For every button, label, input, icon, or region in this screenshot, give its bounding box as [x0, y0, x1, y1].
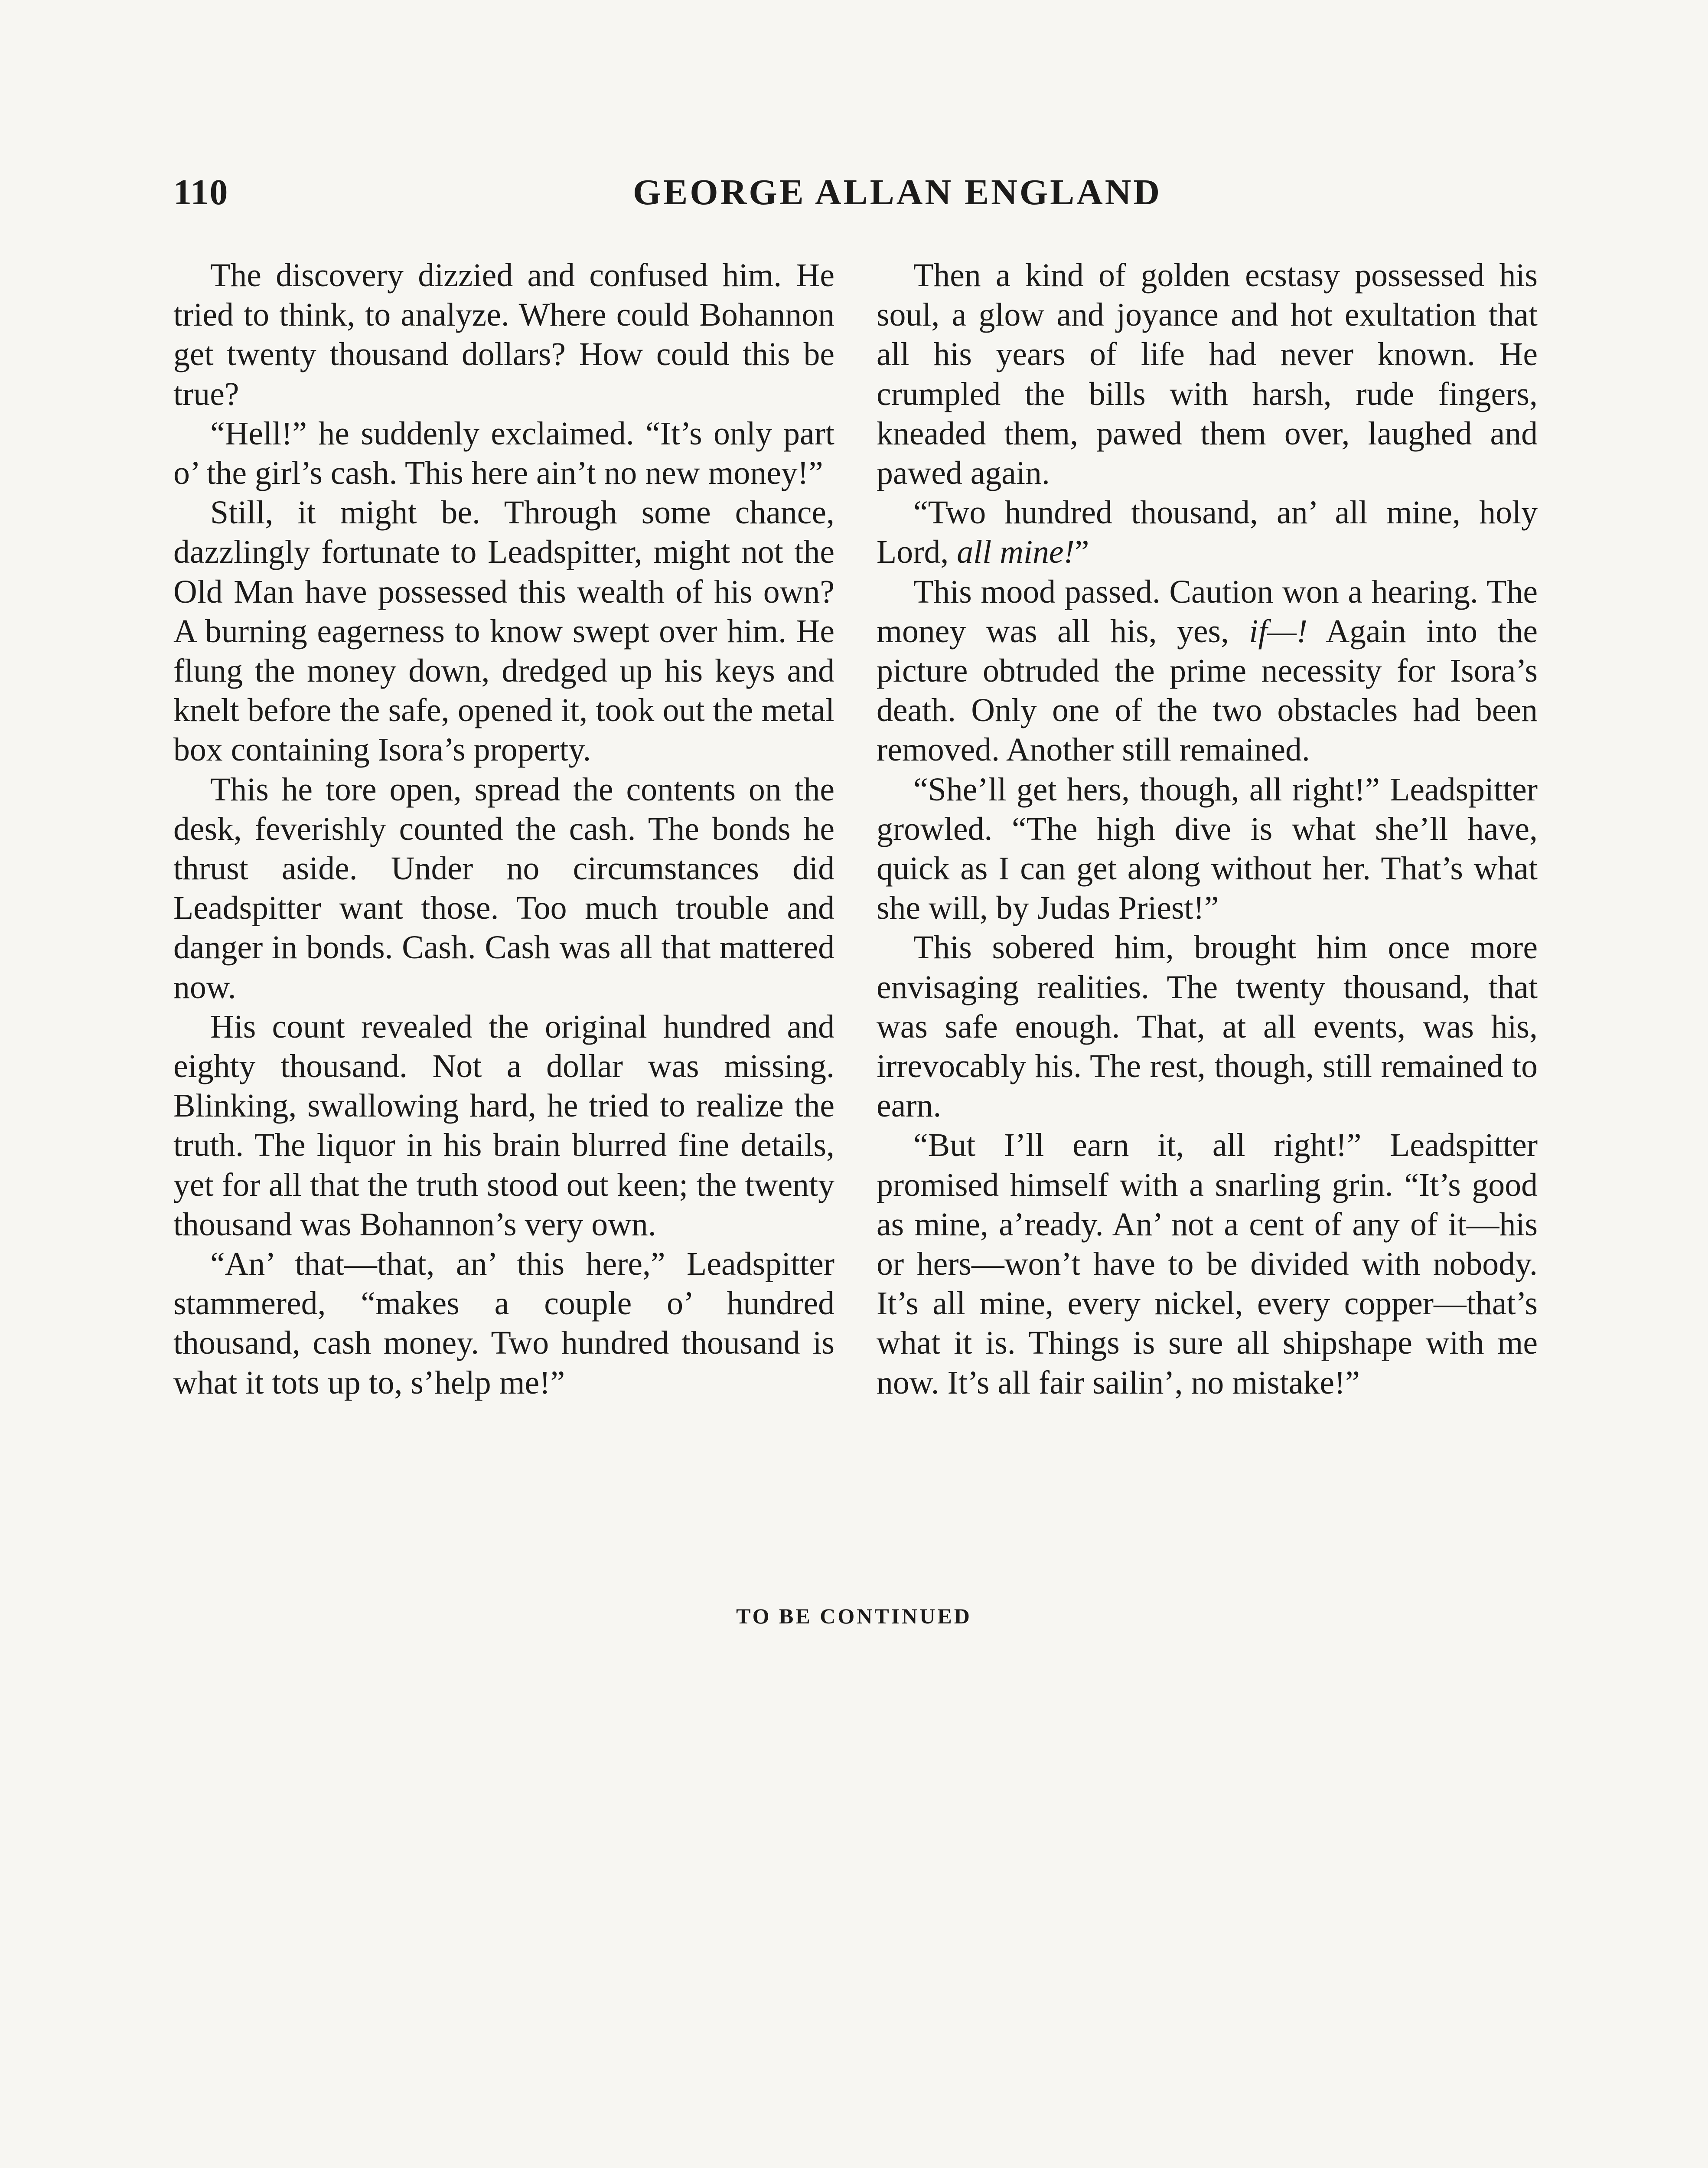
paragraph: His count revealed the original hundred and eighty thousand. Not a dollar was missing. Blinking, swallowing hard, he tried to realize the truth. The liquor in his brain blurred fine details, yet for all that the truth stood out keen; the twenty thousand was Bohannon’s very own. — [173, 1008, 834, 1243]
paragraph: “An’ that—that, an’ this here,” Leadspitter stammered, “makes a couple o’ hundred thousand, cash money. Two hundred thousand is what it tots up to, s’help me!” — [173, 1246, 834, 1401]
paragraph: “Hell!” he suddenly exclaimed. “It’s only part o’ the girl’s cash. This here ain’t no new money!” — [173, 415, 834, 492]
paragraph: This he tore open, spread the contents on the desk, feverishly counted the cash. The bonds he thrust aside. Under no circumstances did Leadspitter want those. Too much trouble and danger in bonds. Cash. Cash was all that mattered now. — [173, 771, 834, 1006]
paragraph-text: Again into the picture obtruded the prime necessity for Isora’s death. Only one of the two obstacles had been removed. Another still remained. — [877, 613, 1538, 768]
right-column — [877, 256, 1538, 1403]
paragraph-text: “Two hundred thousand, an’ all mine, holy Lord, — [877, 494, 1538, 571]
running-head: GEORGE ALLAN ENGLAND — [632, 172, 1162, 212]
paragraph: “She’ll get hers, though, all right!” Leadspitter growled. “The high dive is what she’ll have, quick as I can get along without her. That’s what she will, by Judas Priest!” — [877, 771, 1538, 927]
paragraph: Still, it might be. Through some chance, dazzlingly fortunate to Leadspitter, might not the Old Man have possessed this wealth of his own? A burning eagerness to know swept over him. He flung the money down, dredged up his keys and knelt before the safe, opened it, took out the metal box containing Isora’s property. — [173, 494, 834, 768]
emphasis-text: if—! — [1249, 613, 1308, 650]
page-number: 110 — [173, 172, 229, 212]
paragraph: This sobered him, brought him once more envisaging realities. The twenty thousand, that was safe enough. That, at all events, was his, irrevocably his. The rest, though, still remained to earn. — [877, 929, 1538, 1124]
paragraph: The discovery dizzied and confused him. He tried to think, to analyze. Where could Bohannon get twenty thousand dollars? How could this be true? — [173, 257, 834, 412]
page-header — [173, 171, 1561, 219]
emphasis-text: all mine! — [957, 534, 1075, 571]
paragraph-text: ” — [1074, 534, 1089, 571]
paragraph — [877, 493, 1538, 572]
to-be-continued-note: TO BE CONTINUED — [736, 1604, 972, 1628]
paragraph: Then a kind of golden ecstasy possessed his soul, a glow and joyance and hot exultation that all his years of life had never known. He crumpled the bills with harsh, rude fingers, kneaded them, pawed them over, laughed and pawed again. — [877, 257, 1538, 492]
paragraph-text: This mood passed. Caution won a hearing. The money was all his, yes, — [877, 573, 1538, 650]
paragraph: “But I’ll earn it, all right!” Leadspitter promised himself with a snarling grin. “It’s good as mine, a’ready. An’ not a cent of any of it—his or hers—won’t have to be divided with nobody. It’s all mine, every nickel, every copper—that’s what it is. Things is sure all shipshape with me now. It’s all fair sailin’, no mistake!” — [877, 1127, 1538, 1401]
left-column — [173, 256, 834, 1403]
paragraph — [877, 572, 1538, 770]
